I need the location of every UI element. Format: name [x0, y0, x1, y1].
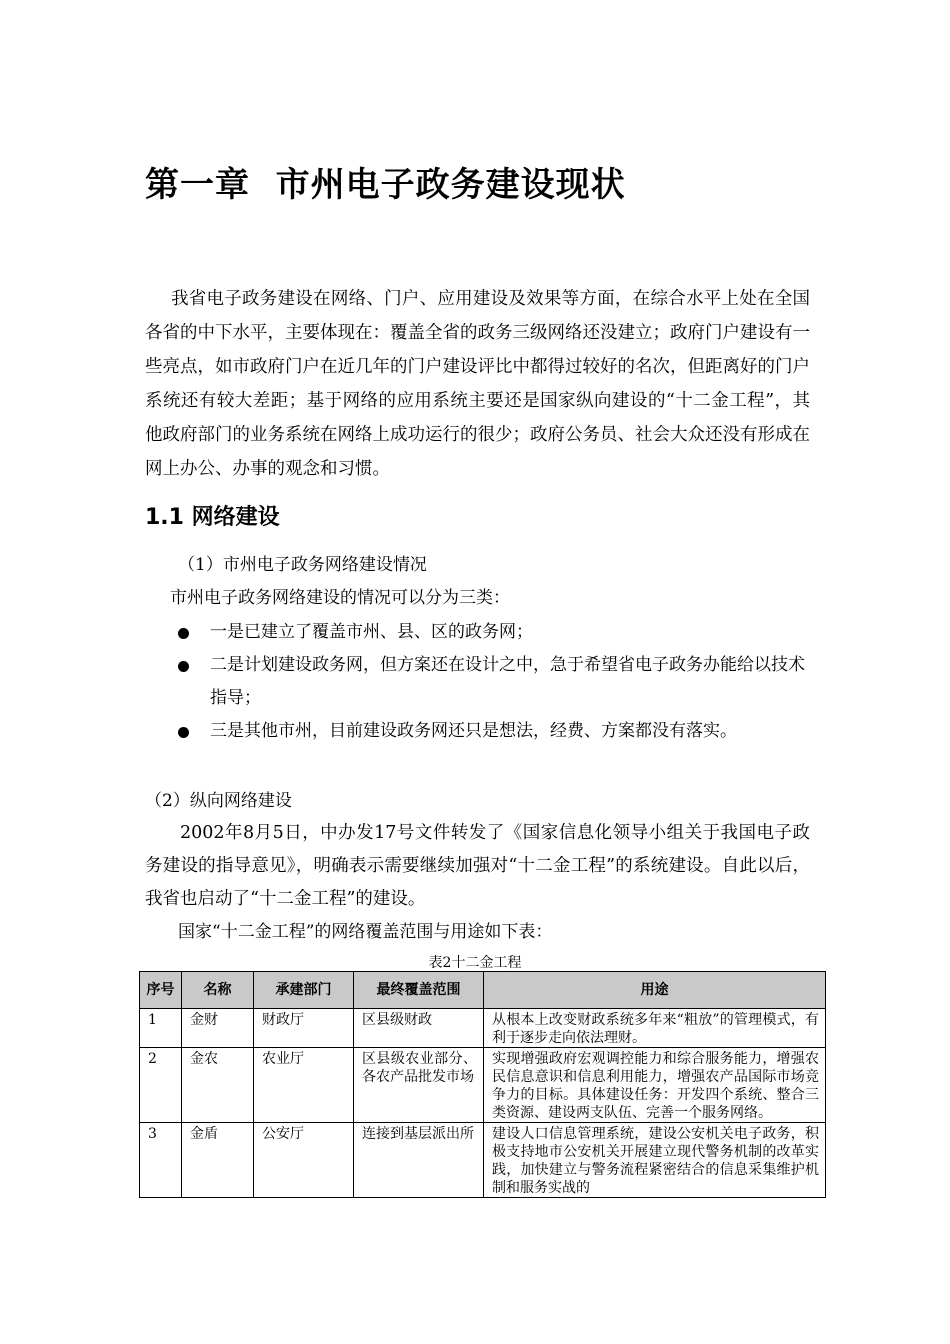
cell-purpose: 建设人口信息管理系统，建设公安机关电子政务，积极支持地市公安机关开展建立现代警务机制的改革实践，加快建立与警务流程紧密结合的信息采集维护机制和服务实战的	[484, 1123, 826, 1198]
header-name: 名称	[182, 972, 254, 1009]
table-intro: 国家“十二金工程”的网络覆盖范围与用途如下表：	[178, 922, 553, 942]
table-caption: 表2十二金工程	[428, 955, 522, 971]
cell-name: 金财	[182, 1009, 254, 1048]
intro-paragraph: 我省电子政务建设在网络、门户、应用建设及效果等方面，在综合水平上处在全国各省的中下水平，主要体现在：覆盖全省的政务三级网络还没建立；政府门户建设有一些亮点，如市政府门户在近几年的门户建设评比中都得过较好的名次，但距离好的门户系统还有较大差距；基于网络的应用系统主要还是国家纵向建设的“十二金工程”，其他政府部门的业务系统在网络上成功运行的很少；政府公务员、社会大众还没有形成在网上办公、办事的观念和习惯。	[145, 289, 810, 479]
cell-coverage: 区县级农业部分、各农产品批发市场	[354, 1048, 484, 1123]
table-row	[140, 1009, 826, 1048]
cell-coverage: 区县级财政	[354, 1009, 484, 1048]
subsection-heading-2: （2）纵向网络建设	[145, 791, 292, 811]
cell-name: 金农	[182, 1048, 254, 1123]
cell-coverage: 连接到基层派出所	[354, 1123, 484, 1198]
cell-seq: 2	[140, 1048, 182, 1123]
table-header-row	[140, 972, 826, 1009]
subsection-heading-1: （1）市州电子政务网络建设情况	[178, 555, 427, 575]
list-item-text: 三是其他市州，目前建设政务网还只是想法，经费、方案都没有落实。	[210, 721, 737, 741]
header-purpose: 用途	[484, 972, 826, 1009]
table-row	[140, 1048, 826, 1123]
header-seq: 序号	[140, 972, 182, 1009]
cell-dept: 公安厅	[254, 1123, 354, 1198]
table-row	[140, 1123, 826, 1198]
cell-seq: 1	[140, 1009, 182, 1048]
subsection-paragraph-2: 2002年8月5日，中办发17号文件转发了《国家信息化领导小组关于我国电子政务建设的指导意见》，明确表示需要继续加强对“十二金工程”的系统建设。自此以后，我省也启动了“十二金工程”的建设。	[145, 823, 810, 909]
chapter-title: 第一章 市州电子政务建设现状	[145, 165, 626, 205]
list-item-text: 二是计划建设政务网，但方案还在设计之中，急于希望省电子政务办能给以技术指导；	[210, 655, 805, 708]
subsection-lead-1: 市州电子政务网络建设的情况可以分为三类：	[170, 588, 510, 608]
cell-dept: 农业厅	[254, 1048, 354, 1123]
cell-dept: 财政厅	[254, 1009, 354, 1048]
cell-seq: 3	[140, 1123, 182, 1198]
list-item-text: 一是已建立了覆盖市州、县、区的政务网；	[210, 622, 533, 642]
cell-purpose: 实现增强政府宏观调控能力和综合服务能力，增强农民信息意识和信息利用能力，增强农产品国际市场竞争力的目标。具体建设任务：开发四个系统、整合三类资源、建设两支队伍、完善一个服务网络。	[484, 1048, 826, 1123]
cell-purpose: 从根本上改变财政系统多年来“粗放”的管理模式，有利于逐步走向依法理财。	[484, 1009, 826, 1048]
header-dept: 承建部门	[254, 972, 354, 1009]
header-coverage: 最终覆盖范围	[354, 972, 484, 1009]
cell-name: 金盾	[182, 1123, 254, 1198]
section-title: 1.1 网络建设	[145, 505, 280, 530]
projects-table	[139, 971, 826, 1198]
